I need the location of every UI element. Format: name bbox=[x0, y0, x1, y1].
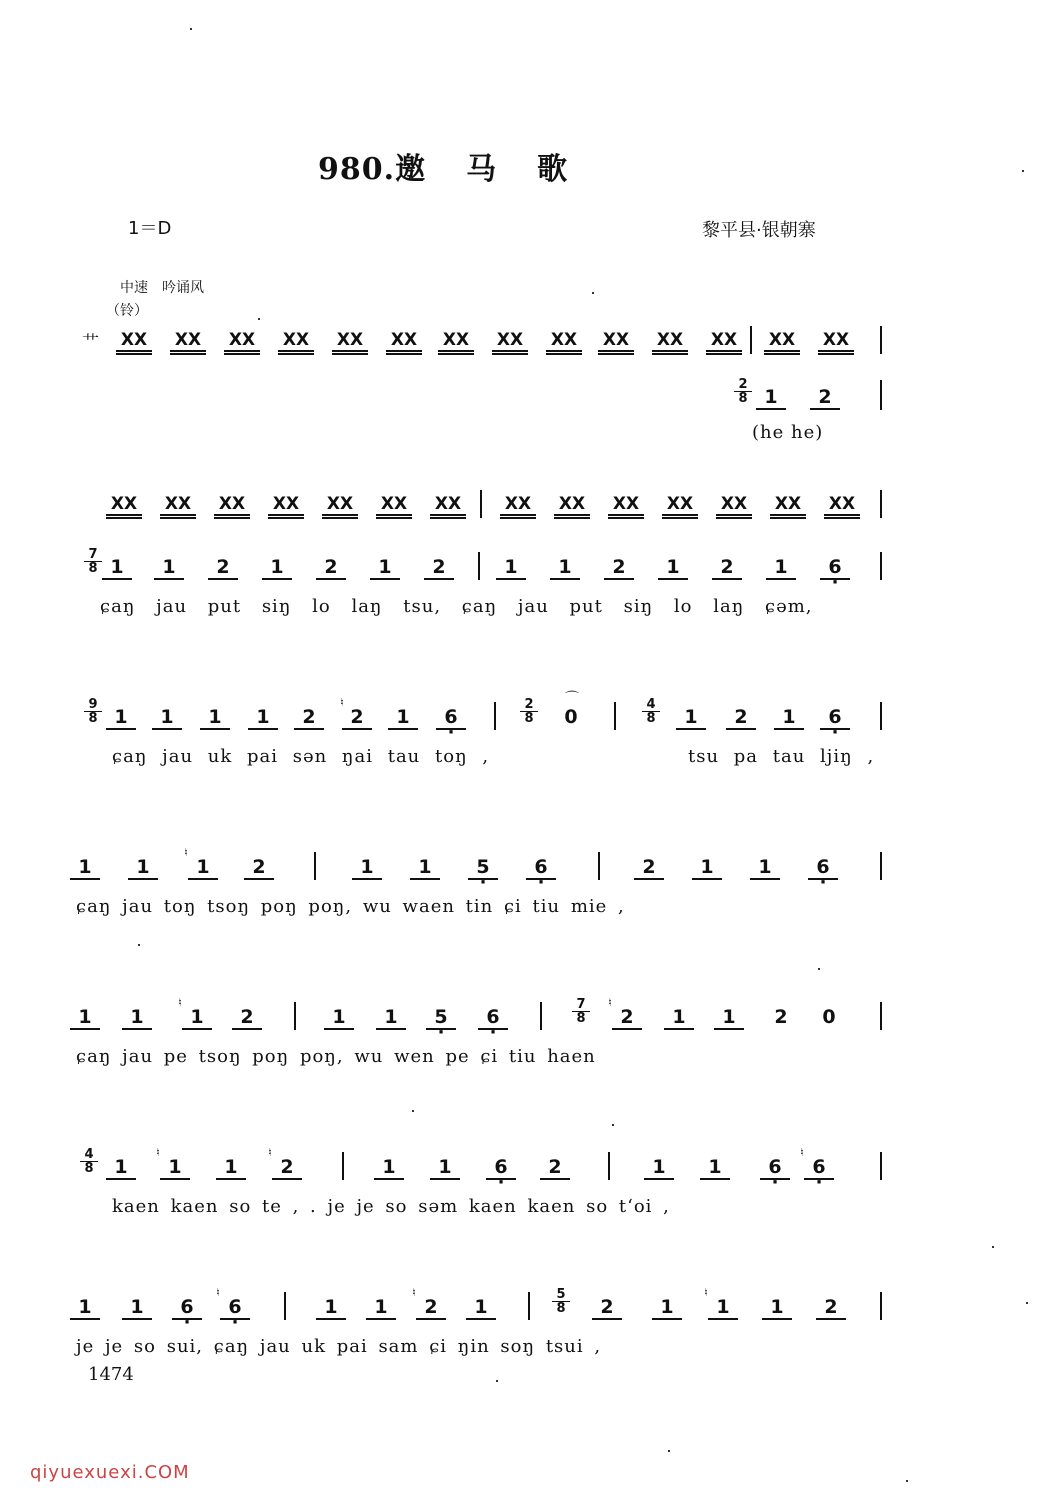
note: 2 bbox=[604, 556, 634, 580]
note: 1 bbox=[766, 556, 796, 580]
note: 1 bbox=[708, 1296, 738, 1320]
note: 1 bbox=[188, 856, 218, 880]
lyric: ɕaŋ jau uk pai sən ŋai tau toŋ , bbox=[112, 746, 490, 767]
note: 1 bbox=[262, 556, 292, 580]
time-signature: 2 8 bbox=[520, 698, 538, 725]
rhythm-group: XX bbox=[170, 330, 206, 355]
barline bbox=[614, 702, 616, 730]
note: 6 · bbox=[820, 706, 850, 730]
rhythm-group: XX bbox=[492, 330, 528, 355]
note: 1 bbox=[106, 706, 136, 730]
free-meter-symbol: 艹 bbox=[82, 333, 99, 353]
note: 2 bbox=[540, 1156, 570, 1180]
note: 1 bbox=[106, 1156, 136, 1180]
lyric: ɕaŋ jau put siŋ lo laŋ tsu, ɕaŋ jau put siŋ lo laŋ ɕəm, bbox=[100, 596, 813, 617]
note: 6 · bbox=[760, 1156, 790, 1180]
barline bbox=[608, 1152, 610, 1180]
note: 6 · bbox=[436, 706, 466, 730]
barline bbox=[880, 326, 882, 354]
note: 1 bbox=[216, 1156, 246, 1180]
barline bbox=[314, 852, 316, 880]
note: 2 bbox=[294, 706, 324, 730]
note: 1 bbox=[750, 856, 780, 880]
scan-speck bbox=[818, 968, 820, 970]
note: 0 bbox=[822, 1006, 836, 1028]
lyric: (he he) bbox=[752, 422, 824, 443]
note: 1 bbox=[756, 386, 786, 410]
title-char-1: 邀 bbox=[395, 152, 427, 187]
note: 6 · bbox=[526, 856, 556, 880]
barline bbox=[880, 702, 882, 730]
time-signature: 4 8 bbox=[642, 698, 660, 725]
rhythm-group: XX bbox=[438, 330, 474, 355]
grace-note: ♮ bbox=[340, 696, 344, 709]
rhythm-group: XX bbox=[160, 494, 196, 519]
instrument-label: （铃） bbox=[106, 303, 148, 319]
note: 1 bbox=[410, 856, 440, 880]
note: 1 bbox=[430, 1156, 460, 1180]
note: 2 bbox=[612, 1006, 642, 1030]
barline bbox=[494, 702, 496, 730]
note: 1 bbox=[762, 1296, 792, 1320]
time-signature: 7 8 bbox=[572, 998, 590, 1025]
barline bbox=[880, 1002, 882, 1030]
grace-note: ♮ bbox=[156, 1146, 160, 1159]
note: 2 bbox=[634, 856, 664, 880]
scan-speck bbox=[592, 292, 594, 294]
time-signature: 4 8 bbox=[80, 1148, 98, 1175]
barline bbox=[880, 380, 882, 410]
barline bbox=[598, 852, 600, 880]
note: 1 bbox=[70, 1296, 100, 1320]
note: 1 bbox=[714, 1006, 744, 1030]
grace-note: ♮ bbox=[704, 1286, 708, 1299]
barline bbox=[880, 852, 882, 880]
title-char-3: 歌 bbox=[537, 152, 569, 187]
note: 1 bbox=[128, 856, 158, 880]
rhythm-group: XX bbox=[106, 494, 142, 519]
note: 2 bbox=[816, 1296, 846, 1320]
rhythm-group: XX bbox=[770, 494, 806, 519]
barline bbox=[478, 552, 480, 580]
note: 1 bbox=[644, 1156, 674, 1180]
note: 1 bbox=[496, 556, 526, 580]
note: 1 bbox=[102, 556, 132, 580]
note: 1 bbox=[652, 1296, 682, 1320]
scan-speck bbox=[496, 1380, 498, 1382]
note: 5 · bbox=[426, 1006, 456, 1030]
note: 1 bbox=[774, 706, 804, 730]
note: 2 bbox=[208, 556, 238, 580]
note: 1 bbox=[248, 706, 278, 730]
rhythm-group: XX bbox=[376, 494, 412, 519]
note: 2 bbox=[592, 1296, 622, 1320]
grace-note: ♮ bbox=[184, 846, 188, 859]
note: 1 bbox=[700, 1156, 730, 1180]
rhythm-group: XX bbox=[598, 330, 634, 355]
note: 1 bbox=[366, 1296, 396, 1320]
note: 2 bbox=[342, 706, 372, 730]
time-signature: 9 8 bbox=[84, 698, 102, 725]
note: 1 bbox=[70, 856, 100, 880]
rhythm-group: XX bbox=[824, 494, 860, 519]
note: 6 · bbox=[220, 1296, 250, 1320]
scan-speck bbox=[1026, 1302, 1028, 1304]
note: 6 · bbox=[804, 1156, 834, 1180]
note: 1 bbox=[466, 1296, 496, 1320]
grace-note: ♮ bbox=[216, 1286, 220, 1299]
time-signature: 5 8 bbox=[552, 1288, 570, 1315]
rhythm-group: XX bbox=[608, 494, 644, 519]
note: 1 bbox=[376, 1006, 406, 1030]
grace-note: ♮ bbox=[608, 996, 612, 1009]
note: 1 bbox=[154, 556, 184, 580]
note: 1 bbox=[550, 556, 580, 580]
note: 2 bbox=[232, 1006, 262, 1030]
rhythm-group: XX bbox=[116, 330, 152, 355]
note: 2 bbox=[244, 856, 274, 880]
time-signature: 2 8 bbox=[734, 378, 752, 405]
note: 1 bbox=[676, 706, 706, 730]
lyric: ɕaŋ jau pe tsoŋ poŋ poŋ, wu wen pe ɕi tiu haen bbox=[76, 1046, 596, 1067]
page-number: 1474 bbox=[88, 1364, 134, 1385]
note: 1 bbox=[70, 1006, 100, 1030]
note: 1 bbox=[374, 1156, 404, 1180]
barline bbox=[750, 326, 752, 354]
note: 2 bbox=[774, 1006, 788, 1028]
fermata-icon: ⌒ bbox=[565, 691, 579, 707]
note: 1 bbox=[122, 1006, 152, 1030]
barline bbox=[880, 1152, 882, 1180]
rhythm-group: XX bbox=[278, 330, 314, 355]
grace-note: ♮ bbox=[268, 1146, 272, 1159]
note: 1 bbox=[664, 1006, 694, 1030]
note: 2 bbox=[726, 706, 756, 730]
note: 1 bbox=[324, 1006, 354, 1030]
barline bbox=[540, 1002, 542, 1030]
grace-note: ♮ bbox=[178, 996, 182, 1009]
song-origin: 黎平县·银朝寨 bbox=[702, 220, 816, 241]
note: 6 · bbox=[172, 1296, 202, 1320]
rhythm-group: XX bbox=[268, 494, 304, 519]
rhythm-group: XX bbox=[554, 494, 590, 519]
rhythm-group: XX bbox=[214, 494, 250, 519]
barline bbox=[880, 1292, 882, 1320]
barline bbox=[880, 552, 882, 580]
scan-speck bbox=[1022, 170, 1024, 172]
rhythm-group: XX bbox=[224, 330, 260, 355]
scan-speck bbox=[138, 944, 140, 946]
scan-speck bbox=[612, 1124, 614, 1126]
note: 2 bbox=[316, 556, 346, 580]
note: 2 bbox=[272, 1156, 302, 1180]
lyric: ɕaŋ jau toŋ tsoŋ poŋ poŋ, wu waen tin ɕi tiu mie , bbox=[76, 896, 625, 917]
note: 2 bbox=[424, 556, 454, 580]
scan-speck bbox=[258, 318, 260, 320]
note: 6 · bbox=[808, 856, 838, 880]
note: 1 bbox=[182, 1006, 212, 1030]
scan-speck bbox=[412, 1110, 414, 1112]
watermark: qiyuexuexi.COM bbox=[30, 1462, 190, 1483]
barline bbox=[880, 490, 882, 518]
note: 1 bbox=[200, 706, 230, 730]
note: 2 bbox=[810, 386, 840, 410]
barline bbox=[294, 1002, 296, 1030]
rhythm-group: XX bbox=[546, 330, 582, 355]
rhythm-group: XX bbox=[332, 330, 368, 355]
rhythm-group: XX bbox=[652, 330, 688, 355]
barline bbox=[480, 490, 482, 518]
scan-speck bbox=[906, 1480, 908, 1482]
rhythm-group: XX bbox=[706, 330, 742, 355]
lyric: kaen kaen so te , . je je so səm kaen kaen so t‘oi , bbox=[112, 1196, 670, 1217]
rhythm-group: XX bbox=[818, 330, 854, 355]
barline bbox=[342, 1152, 344, 1180]
note: 1 bbox=[692, 856, 722, 880]
note: 2 bbox=[416, 1296, 446, 1320]
rhythm-group: XX bbox=[764, 330, 800, 355]
note: 0 bbox=[564, 706, 578, 728]
note: 1 bbox=[122, 1296, 152, 1320]
barline bbox=[284, 1292, 286, 1320]
scan-speck bbox=[668, 1450, 670, 1452]
rhythm-group: XX bbox=[322, 494, 358, 519]
note: 1 bbox=[370, 556, 400, 580]
scan-speck bbox=[992, 1246, 994, 1248]
note: 6 · bbox=[478, 1006, 508, 1030]
grace-note: ♮ bbox=[800, 1146, 804, 1159]
note: 1 bbox=[152, 706, 182, 730]
page-title bbox=[318, 144, 568, 188]
note: 6 · bbox=[820, 556, 850, 580]
rhythm-group: XX bbox=[386, 330, 422, 355]
note: 1 bbox=[658, 556, 688, 580]
time-signature: 7 8 bbox=[84, 548, 102, 575]
rhythm-group: XX bbox=[430, 494, 466, 519]
barline bbox=[528, 1292, 530, 1320]
rhythm-group: XX bbox=[500, 494, 536, 519]
note: 1 bbox=[316, 1296, 346, 1320]
rhythm-group: XX bbox=[716, 494, 752, 519]
title-number: 980. bbox=[318, 152, 396, 187]
grace-note: ♮ bbox=[412, 1286, 416, 1299]
lyric: je je so sui, ɕaŋ jau uk pai sam ɕi ŋin soŋ tsui , bbox=[76, 1336, 602, 1357]
note: 2 bbox=[712, 556, 742, 580]
note: 1 bbox=[160, 1156, 190, 1180]
note: 5 · bbox=[468, 856, 498, 880]
lyric: tsu pa tau ljiŋ , bbox=[688, 746, 875, 767]
note: 1 bbox=[352, 856, 382, 880]
note: 6 · bbox=[486, 1156, 516, 1180]
note: 1 bbox=[388, 706, 418, 730]
rhythm-group: XX bbox=[662, 494, 698, 519]
title-char-2: 马 bbox=[466, 152, 498, 187]
scan-speck bbox=[190, 28, 192, 30]
tempo-marking: 中速 吟诵风 bbox=[120, 280, 204, 296]
key-signature: 1＝D bbox=[128, 218, 172, 239]
